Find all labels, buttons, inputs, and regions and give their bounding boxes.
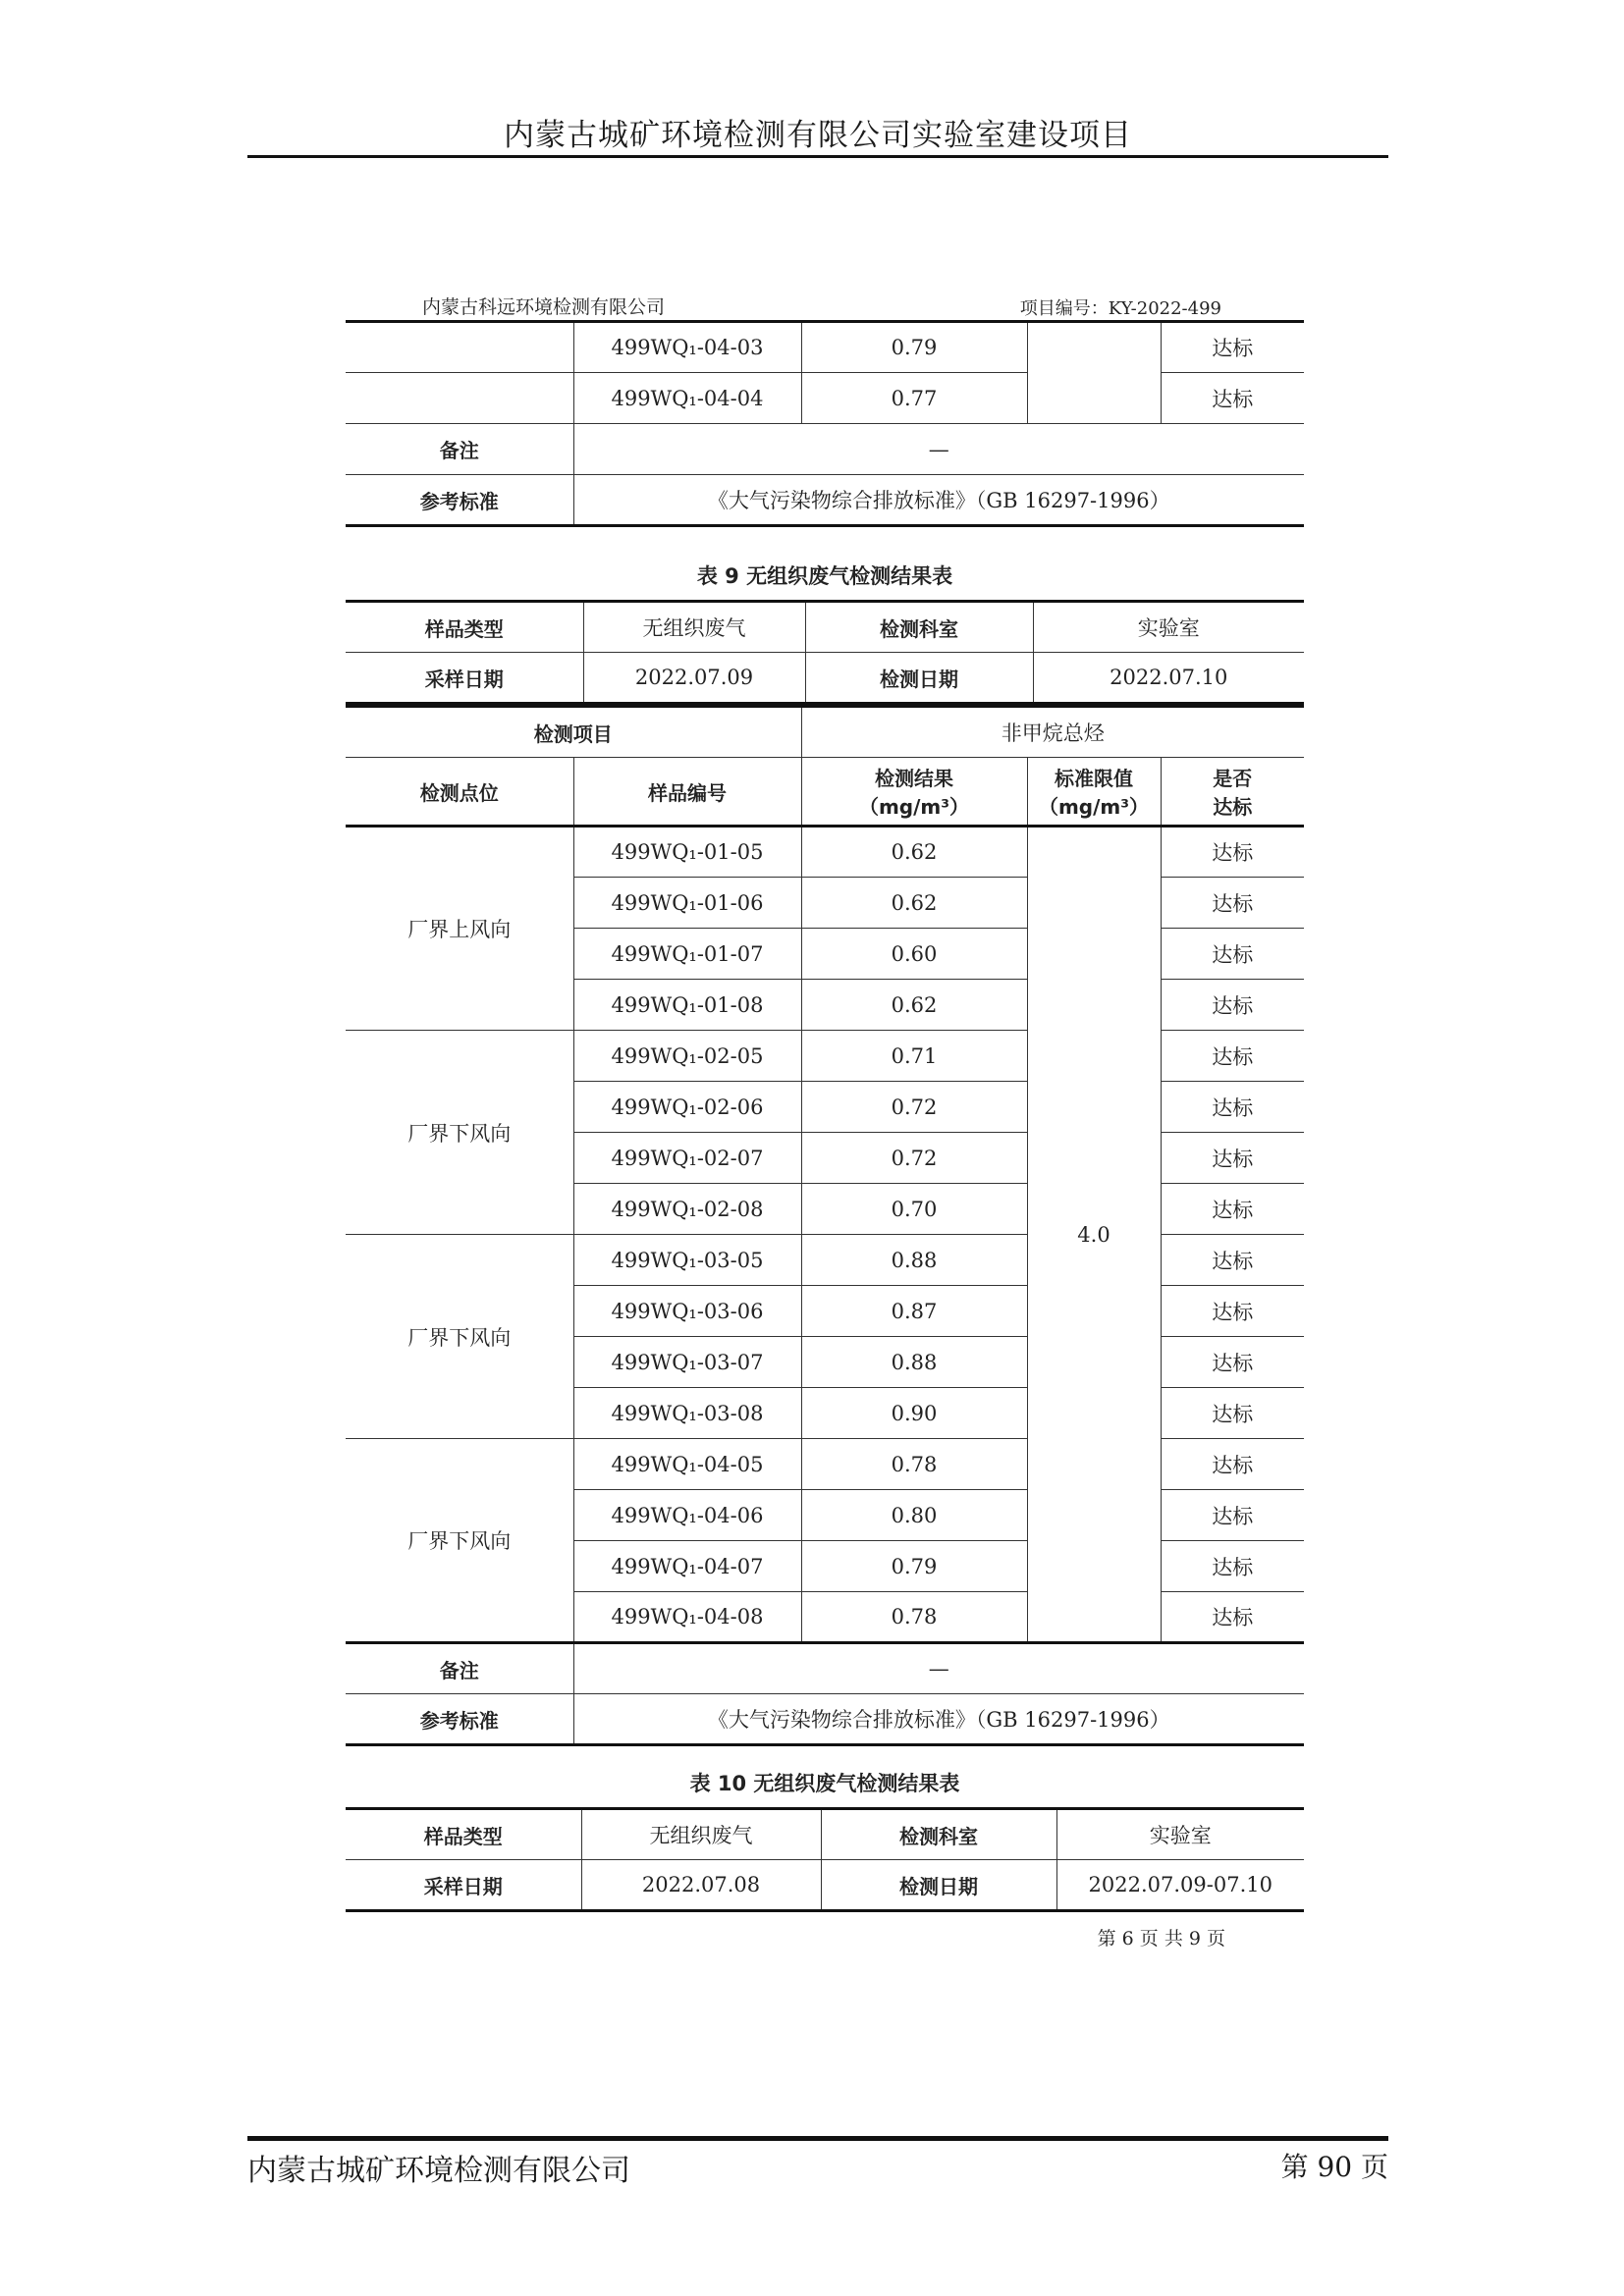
detection-point: 厂界下风向 xyxy=(346,1235,573,1439)
sample-id: 499WQ₁-04-08 xyxy=(573,1592,801,1643)
result-value: 0.80 xyxy=(801,1490,1027,1541)
sample-type: 无组织废气 xyxy=(583,602,805,653)
pass-status: 达标 xyxy=(1161,878,1304,929)
test-date-label: 检测日期 xyxy=(805,653,1033,704)
pass-status: 达标 xyxy=(1161,827,1304,878)
reference-label: 参考标准 xyxy=(346,1694,573,1745)
result-value: 0.72 xyxy=(801,1133,1027,1184)
sample-id: 499WQ₁-02-08 xyxy=(573,1184,801,1235)
test-date: 2022.07.10 xyxy=(1033,653,1304,704)
sample-date-label: 采样日期 xyxy=(346,1860,581,1911)
table9-results xyxy=(346,705,1304,1746)
result-value: 0.78 xyxy=(801,1439,1027,1490)
remark-label: 备注 xyxy=(346,424,573,475)
sample-type-label: 样品类型 xyxy=(346,602,583,653)
test-date: 2022.07.09-07.10 xyxy=(1056,1860,1304,1911)
result-value: 0.79 xyxy=(801,322,1027,373)
report-header xyxy=(346,285,1304,320)
report-page-number: 第 6 页 共 9 页 xyxy=(1097,1928,1225,1949)
pass-status: 达标 xyxy=(1161,980,1304,1031)
scanned-report xyxy=(346,285,1304,1950)
lab-label: 检测科室 xyxy=(821,1809,1056,1860)
result-value: 0.88 xyxy=(801,1337,1027,1388)
detection-point: 厂界上风向 xyxy=(346,827,573,1031)
sample-id: 499WQ₁-04-06 xyxy=(573,1490,801,1541)
reference-label: 参考标准 xyxy=(346,475,573,526)
reference-row xyxy=(346,1694,1304,1745)
table-row xyxy=(346,1031,1304,1082)
lab: 实验室 xyxy=(1033,602,1304,653)
table-row xyxy=(346,373,1304,424)
result-value: 0.62 xyxy=(801,878,1027,929)
detection-point: 厂界下风向 xyxy=(346,1439,573,1643)
pass-status: 达标 xyxy=(1161,1490,1304,1541)
lab: 实验室 xyxy=(1056,1809,1304,1860)
sample-id: 499WQ₁-02-06 xyxy=(573,1082,801,1133)
result-value: 0.88 xyxy=(801,1235,1027,1286)
remark-row xyxy=(346,1643,1304,1694)
sample-id: 499WQ₁-04-03 xyxy=(573,322,801,373)
pass-status: 达标 xyxy=(1161,1082,1304,1133)
result-value: 0.87 xyxy=(801,1286,1027,1337)
result-value: 0.90 xyxy=(801,1388,1027,1439)
page-header: 内蒙古城矿环境检测有限公司实验室建设项目 xyxy=(504,118,1132,153)
sample-type: 无组织废气 xyxy=(581,1809,821,1860)
sample-id: 499WQ₁-01-05 xyxy=(573,827,801,878)
sample-id: 499WQ₁-03-08 xyxy=(573,1388,801,1439)
pass-status: 达标 xyxy=(1161,373,1304,424)
result-value: 0.62 xyxy=(801,827,1027,878)
pass-status: 达标 xyxy=(1161,1541,1304,1592)
pass-status: 达标 xyxy=(1161,1388,1304,1439)
table-row xyxy=(346,827,1304,878)
sample-date: 2022.07.09 xyxy=(583,653,805,704)
standard-limit: 4.0 xyxy=(1027,827,1161,1643)
pass-status: 达标 xyxy=(1161,1133,1304,1184)
result-value: 0.77 xyxy=(801,373,1027,424)
header-rule xyxy=(247,155,1388,158)
sample-date-label: 采样日期 xyxy=(346,653,583,704)
table10-info xyxy=(346,1807,1304,1912)
result-value: 0.62 xyxy=(801,980,1027,1031)
test-item: 非甲烷总烃 xyxy=(801,707,1304,758)
table9-caption: 表 9 无组织废气检测结果表 xyxy=(696,564,953,588)
lab-label: 检测科室 xyxy=(805,602,1033,653)
sample-id: 499WQ₁-02-07 xyxy=(573,1133,801,1184)
table9-info xyxy=(346,600,1304,705)
footer-company: 内蒙古城矿环境检测有限公司 xyxy=(247,2154,630,2188)
sample-id: 499WQ₁-04-04 xyxy=(573,373,801,424)
continued-table xyxy=(346,320,1304,527)
pass-status: 达标 xyxy=(1161,1184,1304,1235)
sample-id: 499WQ₁-01-06 xyxy=(573,878,801,929)
table-row xyxy=(346,322,1304,373)
pass-status: 达标 xyxy=(1161,1286,1304,1337)
sample-id: 499WQ₁-03-05 xyxy=(573,1235,801,1286)
col-point: 检测点位 xyxy=(346,758,573,827)
limit-cell xyxy=(1027,322,1161,424)
result-value: 0.78 xyxy=(801,1592,1027,1643)
table10-caption: 表 10 无组织废气检测结果表 xyxy=(689,1772,960,1795)
pass-status: 达标 xyxy=(1161,1439,1304,1490)
sample-id: 499WQ₁-03-06 xyxy=(573,1286,801,1337)
footer-page-number: 第 90 页 xyxy=(1280,2151,1388,2183)
table-row xyxy=(346,1235,1304,1286)
sample-id: 499WQ₁-04-07 xyxy=(573,1541,801,1592)
pass-status: 达标 xyxy=(1161,1031,1304,1082)
col-pass: 是否 达标 xyxy=(1161,758,1304,827)
result-value: 0.72 xyxy=(801,1082,1027,1133)
pass-status: 达标 xyxy=(1161,1337,1304,1388)
footer-rule xyxy=(247,2136,1388,2141)
pass-status: 达标 xyxy=(1161,1235,1304,1286)
detection-point: 厂界下风向 xyxy=(346,1031,573,1235)
pass-status: 达标 xyxy=(1161,1592,1304,1643)
result-value: 0.79 xyxy=(801,1541,1027,1592)
col-sample-id: 样品编号 xyxy=(573,758,801,827)
sample-date: 2022.07.08 xyxy=(581,1860,821,1911)
reference-value: 《大气污染物综合排放标准》（GB 16297-1996） xyxy=(573,1694,1304,1745)
remark-label: 备注 xyxy=(346,1643,573,1694)
sample-type-label: 样品类型 xyxy=(346,1809,581,1860)
remark-value: — xyxy=(573,1643,1304,1694)
remark-value: — xyxy=(573,424,1304,475)
report-company: 内蒙古科远环境检测有限公司 xyxy=(422,296,666,318)
reference-row xyxy=(346,475,1304,526)
result-value: 0.60 xyxy=(801,929,1027,980)
col-result: 检测结果 （mg/m³） xyxy=(801,758,1027,827)
sample-id: 499WQ₁-02-05 xyxy=(573,1031,801,1082)
reference-value: 《大气污染物综合排放标准》（GB 16297-1996） xyxy=(573,475,1304,526)
sample-id: 499WQ₁-01-07 xyxy=(573,929,801,980)
test-item-label: 检测项目 xyxy=(346,707,801,758)
remark-row xyxy=(346,424,1304,475)
column-header-row xyxy=(346,758,1304,827)
result-value: 0.71 xyxy=(801,1031,1027,1082)
test-date-label: 检测日期 xyxy=(821,1860,1056,1911)
sample-id: 499WQ₁-04-05 xyxy=(573,1439,801,1490)
sample-id: 499WQ₁-03-07 xyxy=(573,1337,801,1388)
project-number: 项目编号：KY-2022-499 xyxy=(1019,298,1221,319)
col-limit: 标准限值 （mg/m³） xyxy=(1027,758,1161,827)
sample-id: 499WQ₁-01-08 xyxy=(573,980,801,1031)
result-value: 0.70 xyxy=(801,1184,1027,1235)
pass-status: 达标 xyxy=(1161,322,1304,373)
table-row xyxy=(346,1439,1304,1490)
pass-status: 达标 xyxy=(1161,929,1304,980)
